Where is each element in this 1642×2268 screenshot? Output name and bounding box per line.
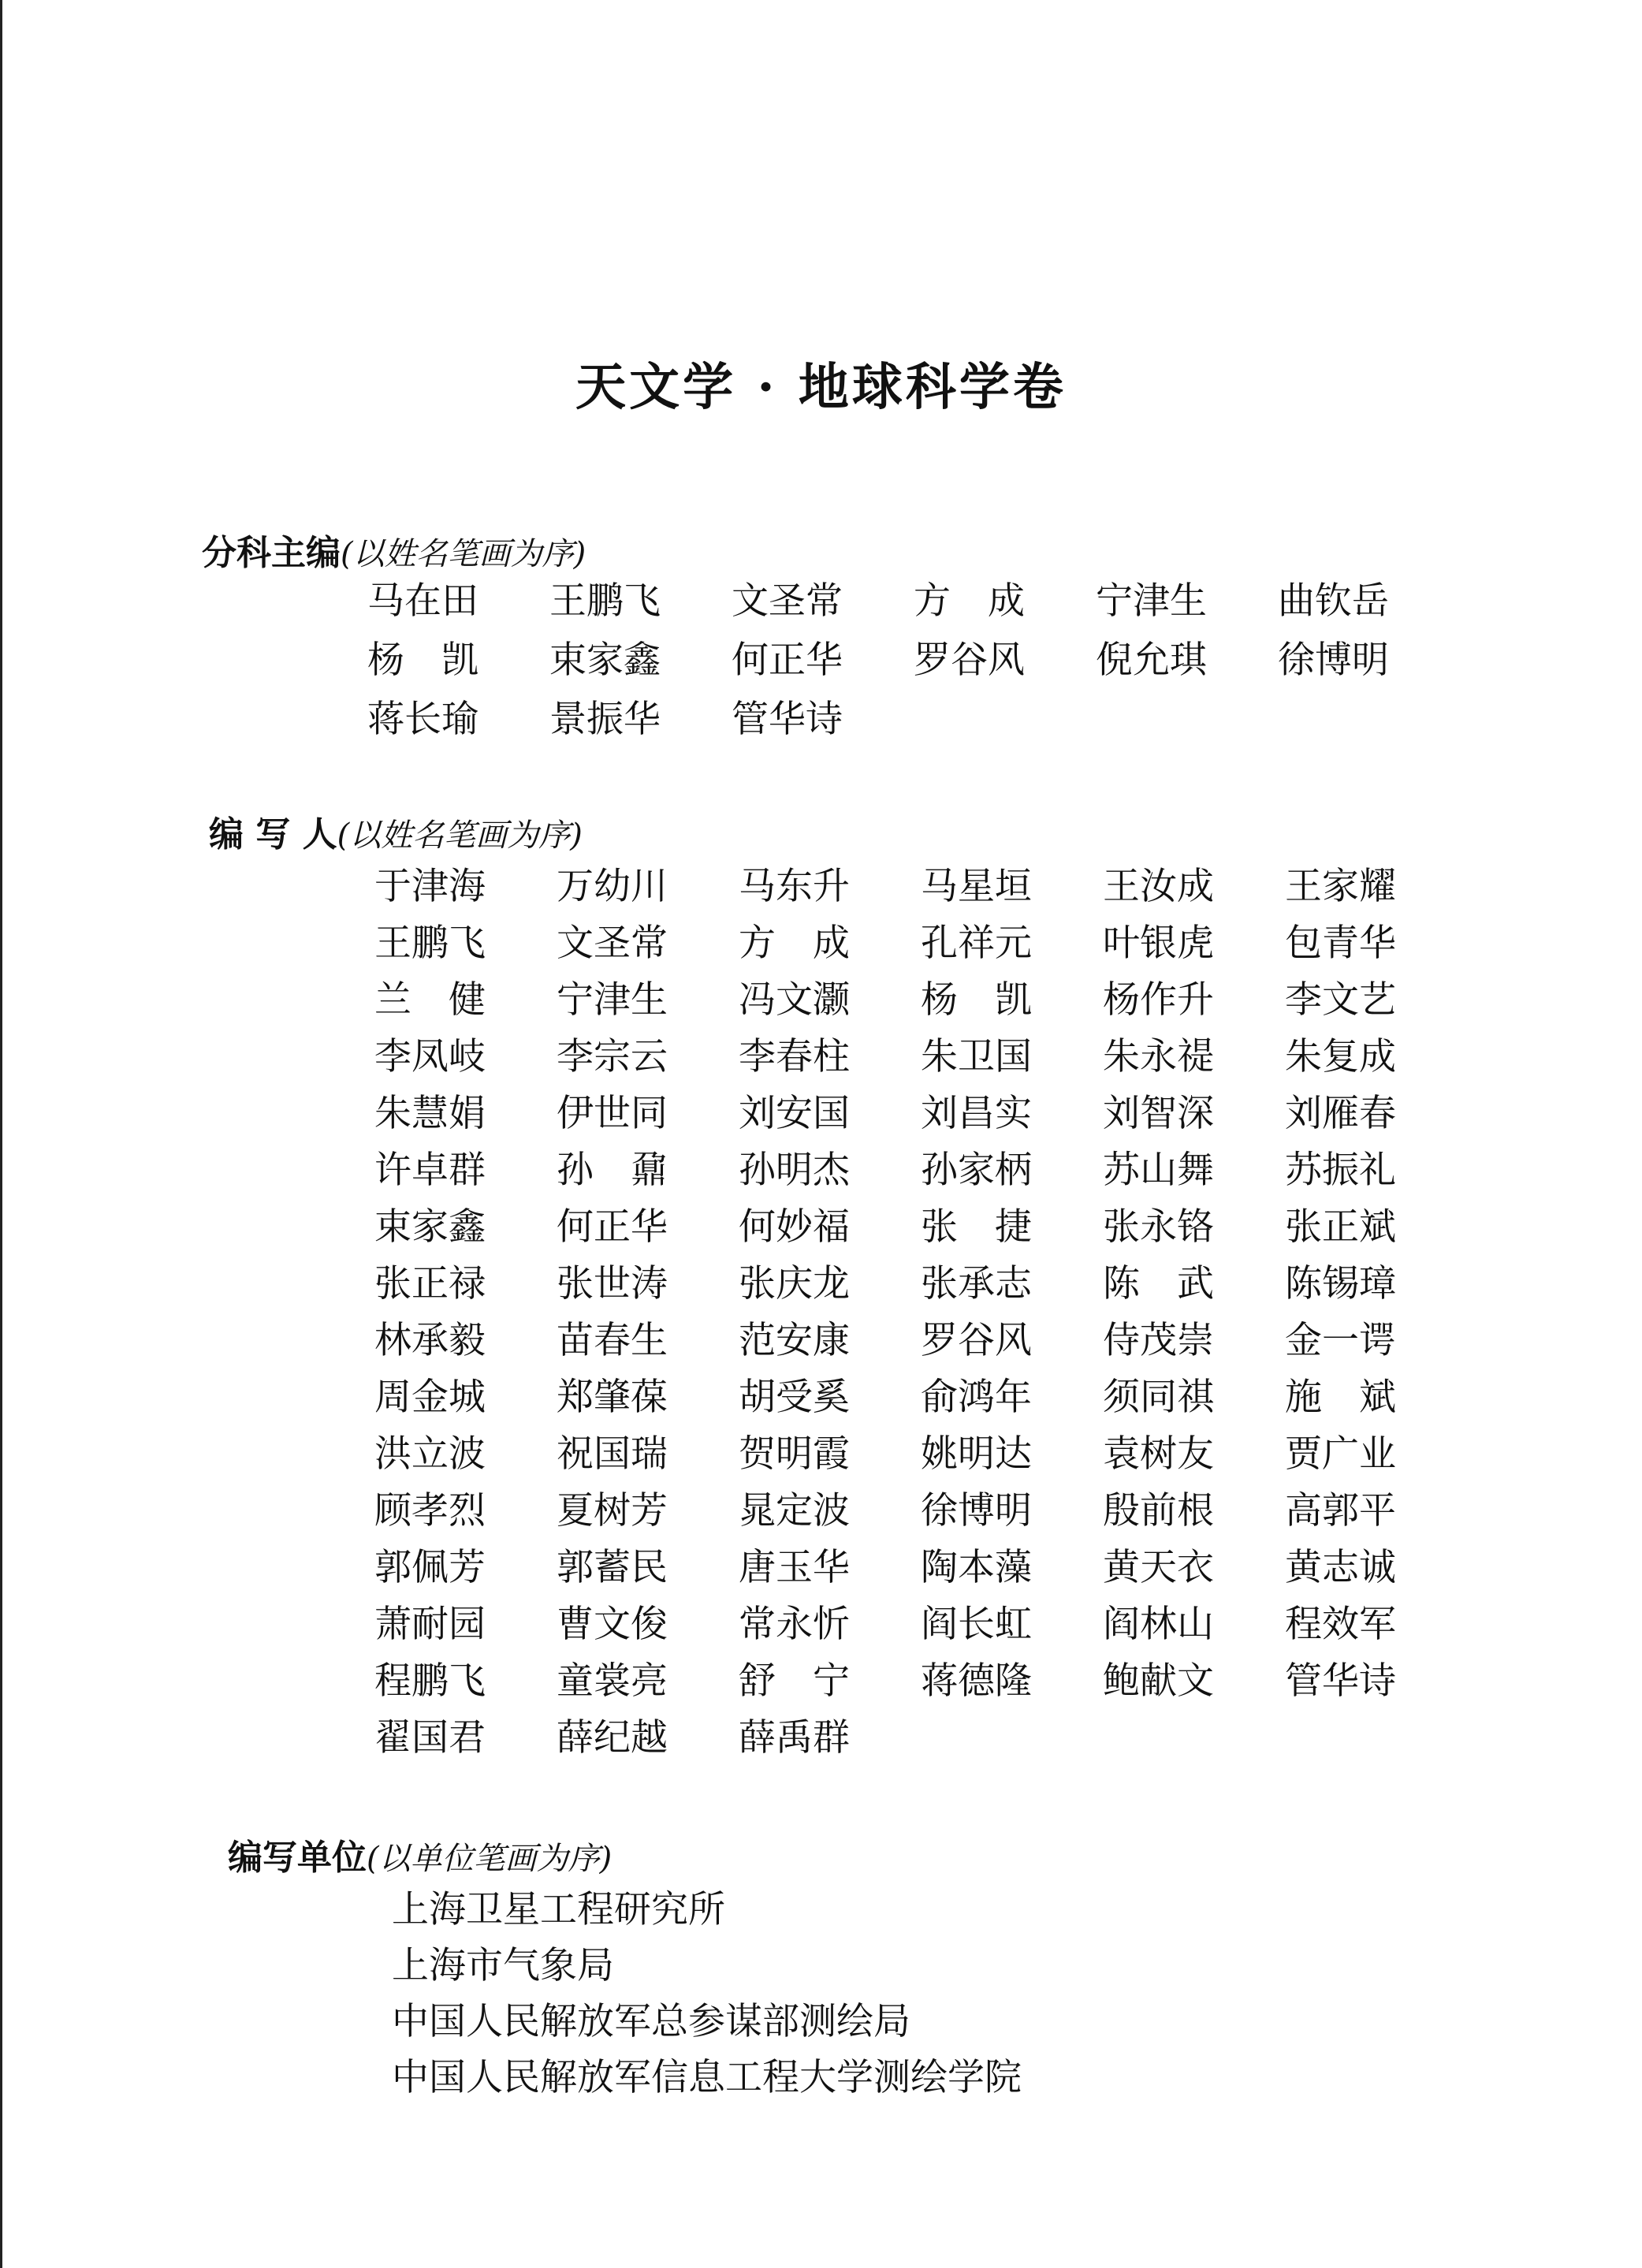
person-name: 杨作升 (1103, 978, 1214, 1022)
writers-row (374, 1197, 1467, 1254)
person-name: 文圣常 (732, 579, 843, 623)
writers-row (374, 1368, 1467, 1424)
writers-row (374, 1652, 1467, 1708)
person-name: 管华诗 (1285, 1659, 1396, 1703)
person-name: 倪允琪 (1096, 639, 1207, 682)
units-heading (228, 1829, 612, 1879)
units-heading-label: 编写单位 (228, 1838, 367, 1878)
person-name: 朱复成 (1285, 1035, 1396, 1078)
person-name: 景振华 (549, 698, 661, 741)
person-name: 伊世同 (557, 1092, 668, 1135)
person-name: 宁津生 (1096, 579, 1207, 623)
editors-heading-note: (以姓名笔画为序) (341, 536, 586, 572)
person-name: 袁树友 (1103, 1432, 1214, 1476)
person-name: 薛纪越 (557, 1716, 668, 1760)
page-title: 天文学 · 地球科学卷 (575, 358, 1067, 417)
person-name: 郭佩芳 (374, 1546, 486, 1589)
writers-row (374, 1027, 1467, 1084)
person-name: 顾孝烈 (374, 1489, 486, 1532)
person-name: 晁定波 (739, 1489, 850, 1532)
person-name: 童裳亮 (557, 1659, 668, 1703)
person-name: 李文艺 (1285, 978, 1396, 1022)
person-name: 阎长虹 (921, 1603, 1032, 1646)
writers-heading (209, 806, 583, 856)
unit-item: 中国人民解放军信息工程大学测绘学院 (392, 2056, 1022, 2099)
person-name: 王汝成 (1103, 865, 1214, 908)
person-name: 张世涛 (557, 1262, 668, 1305)
person-name: 苏山舞 (1103, 1149, 1214, 1192)
person-name: 黄志诚 (1285, 1546, 1396, 1589)
person-name: 冯文灏 (739, 978, 850, 1022)
person-name: 范安康 (739, 1319, 850, 1362)
person-name: 殷前根 (1103, 1489, 1214, 1532)
person-name: 朱卫国 (921, 1035, 1032, 1078)
editors-list (367, 572, 1460, 749)
person-name: 薛禹群 (739, 1716, 850, 1760)
person-name: 李凤岐 (374, 1035, 486, 1078)
writers-row (374, 1084, 1467, 1141)
person-name: 李宗云 (557, 1035, 668, 1078)
writers-row (374, 1595, 1467, 1652)
person-name: 徐博明 (921, 1489, 1032, 1532)
person-name: 须同祺 (1103, 1376, 1214, 1419)
person-name: 高郭平 (1285, 1489, 1396, 1532)
person-name: 王家耀 (1285, 865, 1396, 908)
writers-row (374, 1481, 1467, 1538)
writers-row (374, 1254, 1467, 1311)
person-name: 何正华 (557, 1205, 668, 1249)
person-name: 贺明霞 (739, 1432, 850, 1476)
person-name: 孙明杰 (739, 1149, 850, 1192)
person-name: 施 斌 (1285, 1376, 1396, 1419)
person-name: 朱永禔 (1103, 1035, 1214, 1078)
person-name: 郭蓄民 (557, 1546, 668, 1589)
person-name: 管华诗 (732, 698, 843, 741)
person-name: 何正华 (732, 639, 843, 682)
person-name: 张永铬 (1103, 1205, 1214, 1249)
person-name: 叶银虎 (1103, 922, 1214, 965)
person-name: 张承志 (921, 1262, 1032, 1305)
editors-heading (202, 524, 586, 575)
person-name: 束家鑫 (374, 1205, 486, 1249)
person-name: 张正禄 (374, 1262, 486, 1305)
person-name: 郑肇葆 (557, 1376, 668, 1419)
person-name: 马星垣 (921, 865, 1032, 908)
person-name: 洪立波 (374, 1432, 486, 1476)
unit-item: 上海卫星工程研究所 (392, 1888, 725, 1931)
person-name: 曲钦岳 (1278, 579, 1389, 623)
person-name: 万幼川 (557, 865, 668, 908)
person-name: 苏振礼 (1285, 1149, 1396, 1192)
person-name: 于津海 (374, 865, 486, 908)
person-name: 苗春生 (557, 1319, 668, 1362)
person-name: 陶本藻 (921, 1546, 1032, 1589)
person-name: 舒 宁 (739, 1659, 850, 1703)
person-name: 孙家柄 (921, 1149, 1032, 1192)
person-name: 朱慧娟 (374, 1092, 486, 1135)
person-name: 许卓群 (374, 1149, 486, 1192)
unit-item: 中国人民解放军总参谋部测绘局 (392, 2000, 910, 2043)
person-name: 兰 健 (374, 978, 486, 1022)
writers-row (374, 1424, 1467, 1481)
writers-list (374, 857, 1467, 1765)
person-name: 姚明达 (921, 1432, 1032, 1476)
person-name: 唐玉华 (739, 1546, 850, 1589)
person-name: 文圣常 (557, 922, 668, 965)
person-name: 常永忻 (739, 1603, 850, 1646)
person-name: 王鹏飞 (549, 579, 661, 623)
person-name: 孙 鼐 (557, 1149, 668, 1192)
editors-row (367, 690, 1460, 749)
editors-heading-label: 分科主编 (202, 533, 341, 573)
person-name: 黄天衣 (1103, 1546, 1214, 1589)
person-name: 刘昌实 (921, 1092, 1032, 1135)
person-name: 王鹏飞 (374, 922, 486, 965)
person-name: 刘安国 (739, 1092, 850, 1135)
person-name: 张庆龙 (739, 1262, 850, 1305)
writers-row (374, 1538, 1467, 1595)
person-name: 张正斌 (1285, 1205, 1396, 1249)
person-name: 刘雁春 (1285, 1092, 1396, 1135)
person-name: 胡受奚 (739, 1376, 850, 1419)
person-name: 贾广业 (1285, 1432, 1396, 1476)
person-name: 方 成 (739, 922, 850, 965)
person-name: 曹文俊 (557, 1603, 668, 1646)
person-name: 程鹏飞 (374, 1659, 486, 1703)
person-name: 俞鸿年 (921, 1376, 1032, 1419)
person-name: 方 成 (914, 579, 1025, 623)
person-name: 蒋德隆 (921, 1659, 1032, 1703)
person-name: 束家鑫 (549, 639, 661, 682)
person-name: 罗谷风 (914, 639, 1025, 682)
person-name: 宁津生 (557, 978, 668, 1022)
person-name: 鲍献文 (1103, 1659, 1214, 1703)
person-name: 孔祥元 (921, 922, 1032, 965)
person-name: 杨 凯 (921, 978, 1032, 1022)
person-name: 杨 凯 (367, 639, 478, 682)
writers-row (374, 1141, 1467, 1197)
person-name: 萧耐园 (374, 1603, 486, 1646)
page-left-edge (0, 0, 2, 2268)
person-name: 翟国君 (374, 1716, 486, 1760)
person-name: 夏树芳 (557, 1489, 668, 1532)
person-name: 罗谷风 (921, 1319, 1032, 1362)
person-name: 陈 武 (1103, 1262, 1214, 1305)
person-name: 何妙福 (739, 1205, 850, 1249)
person-name: 林承毅 (374, 1319, 486, 1362)
person-name: 徐博明 (1278, 639, 1389, 682)
person-name: 李春柱 (739, 1035, 850, 1078)
person-name: 张 捷 (921, 1205, 1032, 1249)
person-name: 阎林山 (1103, 1603, 1214, 1646)
writers-row (374, 1311, 1467, 1368)
person-name: 刘智深 (1103, 1092, 1214, 1135)
units-list (392, 1880, 1022, 2104)
person-name: 蒋长瑜 (367, 698, 478, 741)
person-name: 包青华 (1285, 922, 1396, 965)
writers-row (374, 857, 1467, 914)
person-name: 程效军 (1285, 1603, 1396, 1646)
writers-row (374, 970, 1467, 1027)
person-name: 周金城 (374, 1376, 486, 1419)
writers-row (374, 1708, 1467, 1765)
person-name: 侍茂崇 (1103, 1319, 1214, 1362)
unit-item: 上海市气象局 (392, 1944, 614, 1987)
person-name: 祝国瑞 (557, 1432, 668, 1476)
writers-heading-note: (以姓名笔画为序) (337, 817, 583, 854)
units-heading-note: (以单位笔画为序) (367, 1841, 612, 1877)
editors-row (367, 631, 1460, 690)
writers-row (374, 914, 1467, 970)
writers-heading-label: 编 写 人 (209, 814, 337, 855)
person-name: 陈锡璋 (1285, 1262, 1396, 1305)
person-name: 马东升 (739, 865, 850, 908)
editors-row (367, 572, 1460, 631)
person-name: 金一谔 (1285, 1319, 1396, 1362)
person-name: 马在田 (367, 579, 478, 623)
